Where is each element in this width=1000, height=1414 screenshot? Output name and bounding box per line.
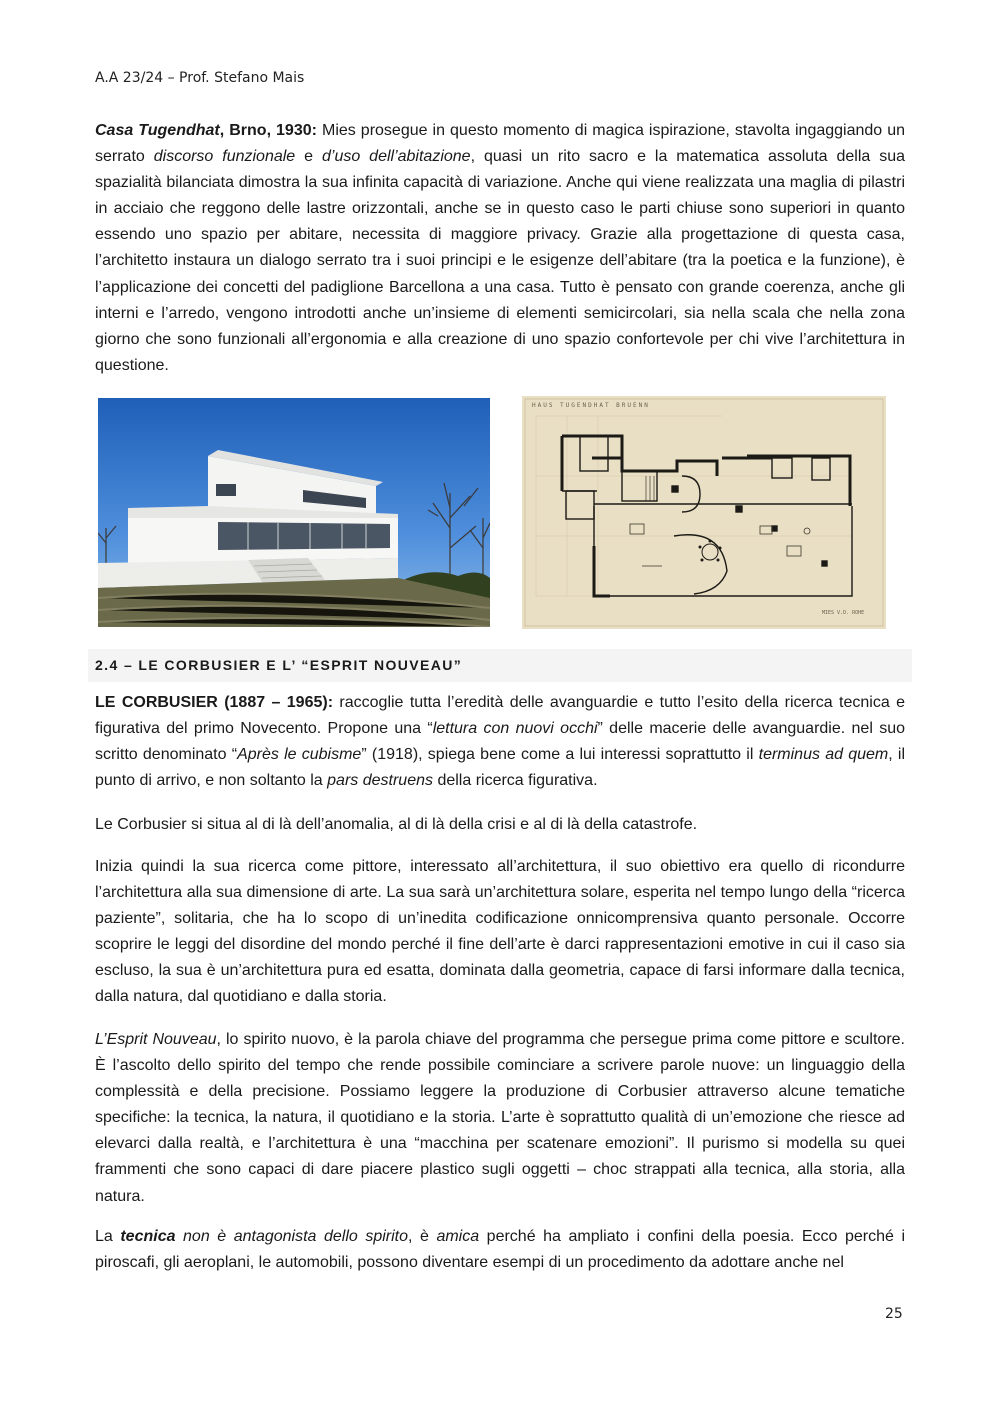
text-run: , quasi un rito sacro e la matematica assoluta della sua spazialità bilanciata dimostra la sua infinita capacità di variazione. Anche qui viene realizzata una maglia di pilastri in acciaio che reggono delle lastre orizzontali, anche se in questo caso le parti chiuse sono superiori in quanto essendo uno spazio per abitare, necessita di maggiore privacy. Grazie alla progettazione di questa casa, l’architetto instaura un dialogo serrato tra i suoi principi e le esigenze dell’abitare (tra la poetica e la funzione), è l’applicazione dei concetti del padiglione Barcellona a una casa. Tutto è pensato con grande coerenza, anche gli interni e l’arredo, vengono introdotti anche un’insieme di elementi semicircolari, sia nella scala che nella zona giorno che sono funzionali all’ergonomia e alla creazione di uno spazio confortevole per chi vive l’architettura in questione. <box>95 148 906 374</box>
paragraph-tecnica <box>95 1224 905 1276</box>
text-run: , il punto di arrivo, e non soltanto la <box>95 746 906 790</box>
paragraph-anomalia: Le Corbusier si situa al di là dell’anomalia, al di là della crisi e al di là della catastrofe. <box>95 816 698 833</box>
text-run: perché ha ampliato i confini della poesia. Ecco perché i piroscafi, gli aeroplani, le automobili, possono diventare esempi di un procedimento da adottare anche nel <box>95 1228 906 1272</box>
svg-text:MIES V.D. ROHE: MIES V.D. ROHE <box>822 610 865 616</box>
paragraph-esprit-nouveau <box>95 1027 905 1210</box>
paragraph-casa-tugendhat <box>95 118 905 379</box>
running-header: A.A 23/24 – Prof. Stefano Mais <box>95 70 305 86</box>
page-number: 25 <box>885 1306 903 1322</box>
emphasis-text: Après le cubisme <box>237 746 362 764</box>
le-corbusier-lead: LE CORBUSIER (1887 – 1965): <box>95 694 334 711</box>
emphasis-text: terminus ad quem <box>758 746 889 764</box>
text-run: La <box>95 1228 121 1245</box>
paragraph-le-corbusier <box>95 690 905 794</box>
text-run: , è <box>408 1228 437 1245</box>
villa-tugendhat-photo <box>98 398 490 627</box>
text-run: raccoglie tutta l’eredità delle avanguardie e tutto l’esito della ricerca tecnica e figurativa del primo Novecento. Propone una “ <box>95 694 905 738</box>
paragraph-ricerca-pittore: Inizia quindi la sua ricerca come pittore, interessato all’architettura, il suo obiettivo era quello di ricondurre l’architettura alla sua dimensione di arte. La sua sarà un’architettura solare, esperita nel tempo lungo della “ricerca paziente”, solitaria, che ha lo scopo di un’inedita codificazione onnicomprensiva quanto personale. Occorre scoprire le leggi del disordine del mondo perché il fine dell’arte è darci rappresentazioni emotive in cui il caso sia escluso, la sua è un’architettura pura ed esatta, dominata dalla geometria, capace di farsi informare dalla tecnica, dalla natura, dal quotidiano e dalla storia. <box>95 858 905 1006</box>
plan-heading: HAUS TUGENDHAT BRUENN <box>532 402 650 409</box>
text-run: della ricerca figurativa. <box>433 772 598 790</box>
text-run: ” (1918), spiega bene come a lui interessi soprattutto il <box>361 746 759 764</box>
section-title: 2.4 – LE CORBUSIER E L’ “ESPRIT NOUVEAU” <box>95 657 463 673</box>
bold-emphasis-text: tecnica <box>120 1228 176 1245</box>
emphasis-text: d’uso dell’abitazione <box>321 148 471 166</box>
emphasis-text: L’Esprit Nouveau <box>95 1031 217 1048</box>
casa-tugendhat-title: Casa Tugendhat <box>95 122 220 139</box>
emphasis-text: non è antagonista dello spirito <box>183 1228 409 1245</box>
emphasis-text: discorso funzionale <box>153 148 296 166</box>
emphasis-text: amica <box>436 1228 480 1245</box>
emphasis-text: pars destruens <box>327 772 433 790</box>
text-run: e <box>295 148 322 166</box>
emphasis-text: lettura con nuovi occhi <box>432 720 598 738</box>
text-run: ” delle macerie delle avanguardie. nel suo scritto denominato “ <box>95 720 905 764</box>
text-run: , lo spirito nuovo, è la parola chiave del programma che persegue prima come pittore e scultore. È l’ascolto dello spirito del tempo che rende possibile cominciare a scrivere parole nuove: un linguaggio della complessità e della precisione. Possiamo leggere la produzione di Corbusier attraverso alcune tematiche specifiche: la tecnica, la natura, il quotidiano e la storia. L’arte è soprattutto qualità di un’emozione che riesce ad elevarci dalla realtà, e l’architettura è una “macchina per scatenare emozioni”. Il purismo si modella su quei frammenti che sono capaci di dare piacere plastico sugli oggetti – choc strappati alla tecnica, alla storia, alla natura. <box>95 1031 905 1205</box>
casa-tugendhat-location: , Brno, 1930: <box>219 122 317 139</box>
text-run: Mies prosegue in questo momento di magica ispirazione, stavolta ingaggiando un serrato <box>95 122 906 166</box>
text-run <box>175 1228 183 1245</box>
villa-tugendhat-floor-plan <box>522 396 886 629</box>
